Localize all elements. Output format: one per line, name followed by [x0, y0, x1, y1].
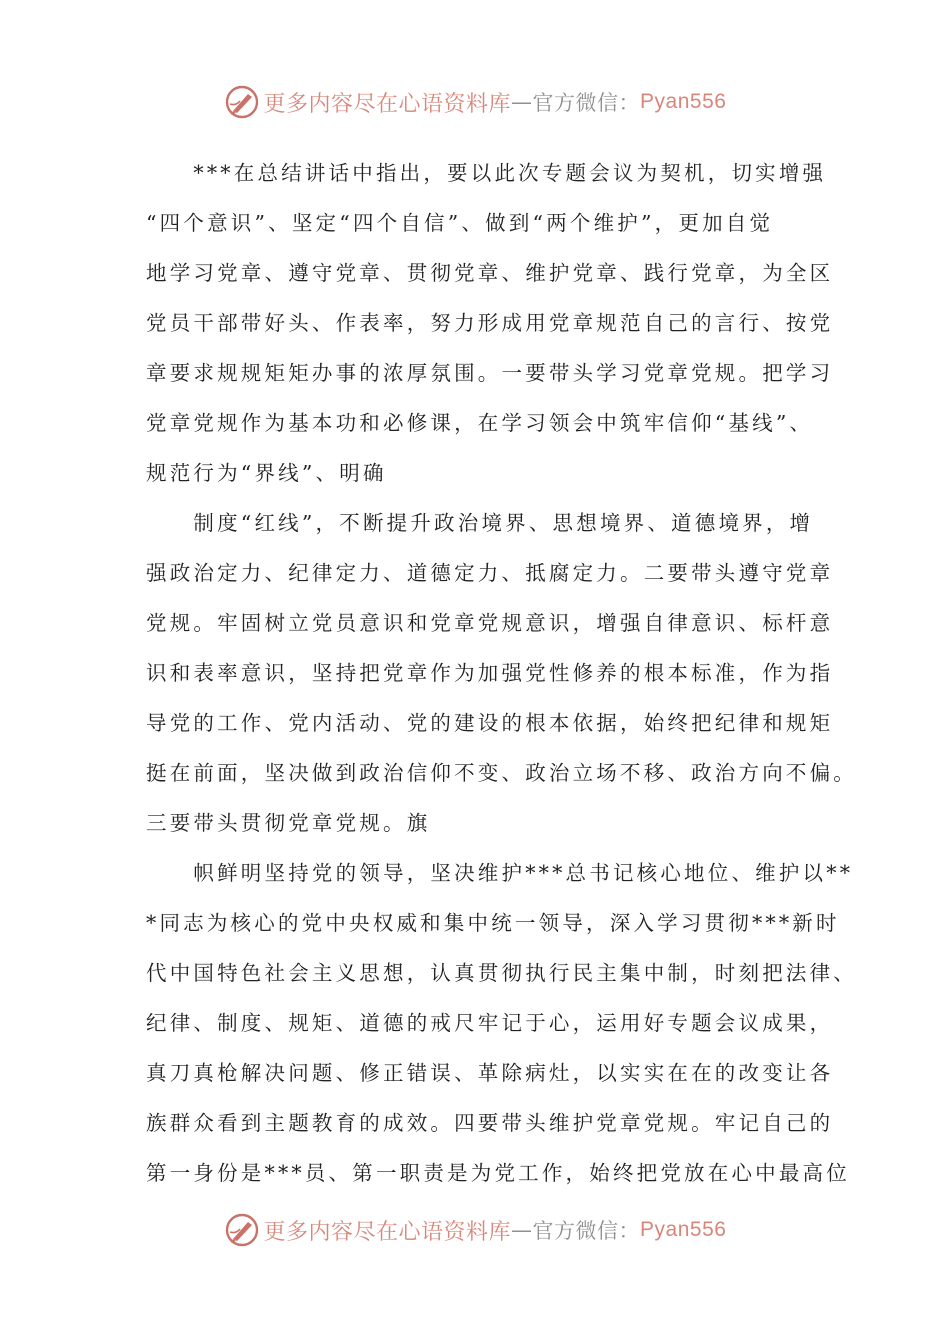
text-line: 第一身份是***员、第一职责是为党工作，始终把党放在心中最高位: [146, 1161, 850, 1185]
document-body: [146, 148, 857, 1198]
text-line: 制度“红线”，不断提升政治境界、思想境界、道德境界，增: [146, 511, 814, 535]
text-line: 挺在前面，坚决做到政治信仰不变、政治立场不移、政治方向不偏。: [146, 761, 857, 785]
banner-dash: —: [511, 90, 533, 114]
banner-dash: —: [511, 1218, 533, 1242]
banner-wechat-id: Pyan556: [640, 1218, 727, 1241]
text-line: 纪律、制度、规矩、道德的戒尺牢记于心，运用好专题会议成果，: [146, 1011, 834, 1035]
banner-wechat-id: Pyan556: [640, 90, 727, 113]
text-line: 强政治定力、纪律定力、道德定力、抵腐定力。二要带头遵守党章: [146, 561, 834, 585]
text-line: 代中国特色社会主义思想，认真贯彻执行民主集中制，时刻把法律、: [146, 961, 857, 985]
footer-banner: [0, 1210, 950, 1250]
text-line: 党员干部带好头、作表率，努力形成用党章规范自己的言行、按党: [146, 311, 834, 335]
text-line: 导党的工作、党内活动、党的建设的根本依据，始终把纪律和规矩: [146, 711, 834, 735]
banner-sub-text: 官方微信：: [532, 1219, 641, 1243]
text-line: 党章党规作为基本功和必修课，在学习领会中筑牢信仰“基线”、: [146, 411, 814, 435]
text-line: ***在总结讲话中指出，要以此次专题会议为契机，切实增强: [146, 161, 827, 185]
text-line: “四个意识”、坚定“四个自信”、做到“两个维护”，更加自觉: [146, 211, 774, 235]
text-line: 党规。牢固树立党员意识和党章党规意识，增强自律意识、标杆意: [146, 611, 834, 635]
banner-main-text: 更多内容尽在心语资料库: [263, 91, 512, 117]
text-line: *同志为核心的党中央权威和集中统一领导，深入学习贯彻***新时: [146, 911, 840, 935]
text-line: 帜鲜明坚持党的领导，坚决维护***总书记核心地位、维护以**: [146, 861, 854, 885]
pen-logo-icon: [224, 84, 260, 120]
banner-main-text: 更多内容尽在心语资料库: [263, 1219, 512, 1245]
text-line: 族群众看到主题教育的成效。四要带头维护党章党规。牢记自己的: [146, 1111, 834, 1135]
text-line: 规范行为“界线”、明确: [146, 461, 387, 485]
text-line: 真刀真枪解决问题、修正错误、革除病灶，以实实在在的改变让各: [146, 1061, 834, 1085]
text-line: 地学习党章、遵守党章、贯彻党章、维护党章、践行党章，为全区: [146, 261, 834, 285]
banner-sub-text: 官方微信：: [532, 91, 641, 115]
text-line: 章要求规规矩矩办事的浓厚氛围。一要带头学习党章党规。把学习: [146, 361, 834, 385]
text-line: 三要带头贯彻党章党规。旗: [146, 811, 431, 835]
text-line: 识和表率意识，坚持把党章作为加强党性修养的根本标准，作为指: [146, 661, 834, 685]
header-banner: [0, 82, 950, 122]
pen-logo-icon: [224, 1212, 260, 1248]
